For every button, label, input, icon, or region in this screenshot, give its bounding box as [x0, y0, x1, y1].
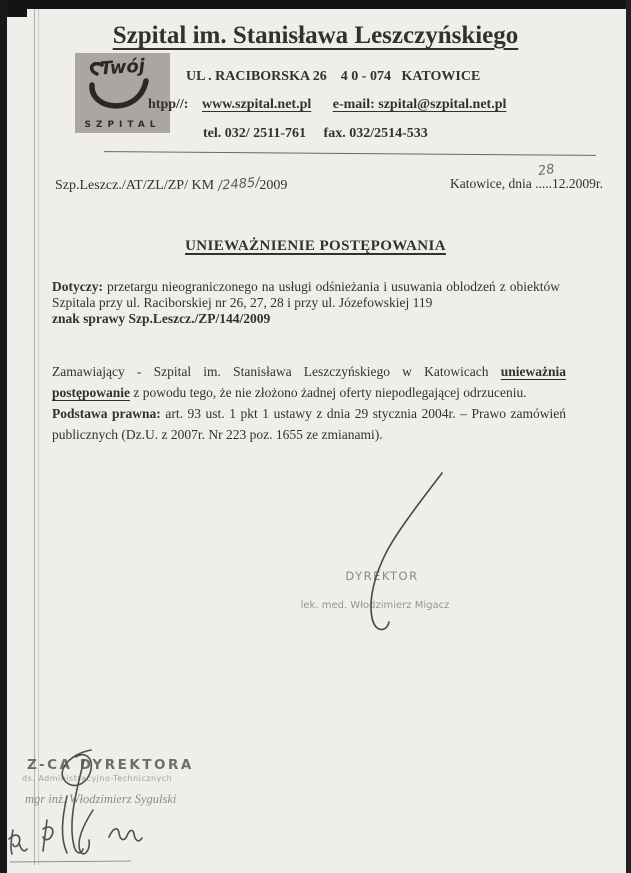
header-rule	[104, 151, 596, 156]
document-title-text: UNIEWAŻNIENIE POSTĘPOWANIA	[185, 238, 446, 254]
subject-label: Dotyczy:	[52, 279, 103, 294]
phone-fax-line: tel. 032/ 2511-761 fax. 032/2514-533	[203, 126, 428, 141]
dateline-date: 12.2009r.	[551, 176, 603, 191]
hospital-name-heading	[0, 22, 631, 50]
address-line: UL . RACIBORSKA 26 4 0 - 074 KATOWICE	[186, 69, 481, 84]
legal-basis-text: art. 93 ust. 1 pkt 1 ustawy z dnia 29 stycznia 2004r. – Prawo zamówień publicznych (Dz.U. z 2007r. Nr 223 poz. 1655 ze zmianami).	[52, 406, 566, 442]
deputy-director-stamp-subtitle: ds. Administracyjno-Technicznych	[22, 774, 173, 783]
decision-emphasis: unieważnia postępowanie	[52, 364, 566, 400]
web-contact-line	[148, 97, 506, 113]
email-text: e-mail: szpital@szpital.net.pl	[332, 97, 507, 112]
case-number: znak sprawy Szp.Leszcz./ZP/144/2009	[52, 311, 271, 326]
subject-text: przetargu nieograniczonego na usługi odśnieżania i usuwania oblodzeń z obiektów Szpitala przy ul. Raciborskiej nr 26, 27, 28 i przy ul. Józefowskiej 119	[52, 279, 560, 310]
dateline-city: Katowice, dnia	[450, 176, 536, 191]
reference-prefix: Szp.Leszcz./AT/ZL/ZP/ KM	[55, 178, 218, 193]
reference-number	[55, 175, 288, 194]
document-title	[0, 238, 631, 255]
legal-basis-paragraph	[52, 404, 566, 445]
decision-text-start: Zamawiający - Szpital im. Stanisława Leszczyńskiego w Katowicach	[52, 364, 501, 379]
handwritten-day: 28	[537, 161, 556, 180]
deputy-director-stamp-name: mgr inż. Włodzimierz Sygulski	[25, 792, 177, 806]
dateline-dots: .....	[535, 176, 552, 191]
subject-block	[52, 279, 560, 327]
dateline-dots-wrap	[535, 161, 556, 192]
hospital-logo	[75, 53, 170, 133]
scan-bottom-line	[10, 861, 131, 862]
logo-caption: SZPITAL	[84, 120, 161, 130]
decision-text-rest: z powodu tego, że nie złożono żadnej oferty niepodlegającej odrzuceniu.	[130, 384, 527, 400]
reference-suffix: 2009	[259, 178, 288, 193]
scan-border-top	[0, 0, 631, 9]
legal-basis-label: Podstawa prawna:	[52, 406, 161, 421]
reference-handwritten-number: /2485/	[216, 175, 260, 194]
decision-paragraph	[52, 362, 566, 403]
website-text: www.szpital.net.pl	[201, 97, 312, 112]
dateline	[450, 161, 603, 192]
web-prefix: htpp//:	[148, 97, 189, 112]
director-title: DYREKTOR	[345, 569, 419, 583]
director-name: lek. med. Włodzimierz Migacz	[300, 600, 450, 611]
scan-border-left	[0, 0, 7, 873]
scan-border-right	[626, 0, 631, 873]
hospital-name-text: Szpital im. Stanisława Leszczyńskiego	[112, 22, 519, 49]
deputy-director-stamp-title: Z-CA DYREKTORA	[27, 757, 194, 773]
logo-word: Twój	[99, 55, 146, 80]
scan-fold-line-2	[38, 9, 39, 865]
scan-fold-line	[34, 9, 35, 865]
